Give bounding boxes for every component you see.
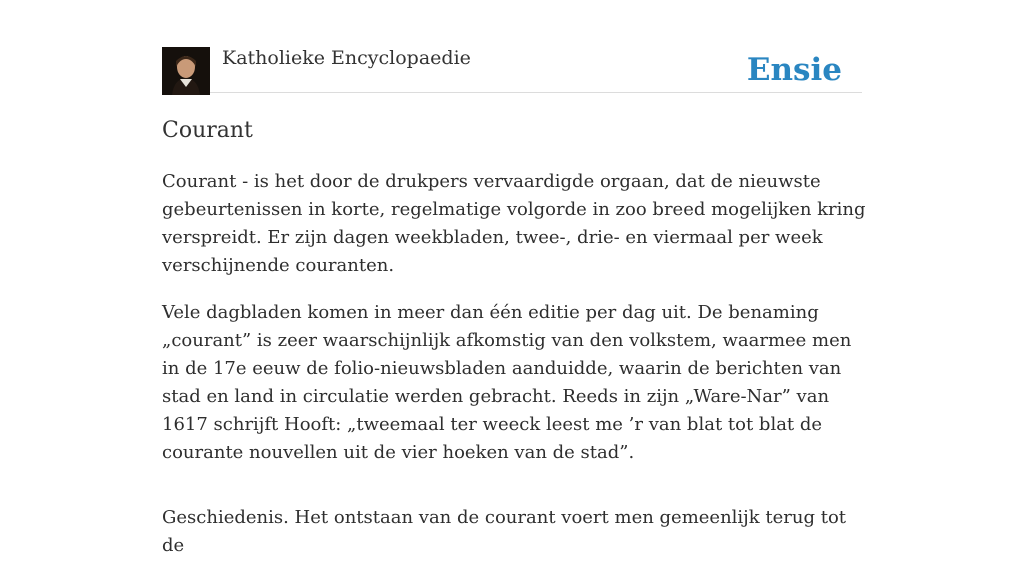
brand-logo[interactable]: Ensie [746, 52, 842, 88]
paragraph: Geschiedenis. Het ontstaan van de courant voert men gemeenlijk terug tot de [162, 507, 847, 556]
article-body [162, 168, 867, 579]
header [162, 46, 862, 93]
source-name[interactable]: Katholieke Encyclopaedie [222, 47, 471, 69]
page-title: Courant [162, 118, 253, 143]
paragraph: Vele dagbladen komen in meer dan één editie per dag uit. De benaming „courant” is zeer waarschijnlijk afkomstig van den volkstem, waarmee men in de 17e eeuw de folio-nieuwsbladen aanduidde, waarin de berichten van stad en land in circulatie werden gebracht. Reeds in zijn „Ware-Nar” van 1617 schrijft Hooft: „tweemaal ter weeck leest me ’r van blat tot blat de courante nouvellen uit de vier hoeken van de stad”. [162, 302, 852, 463]
portrait-icon[interactable] [162, 47, 210, 95]
paragraph: Courant - is het door de drukpers vervaardigde orgaan, dat de nieuwste gebeurtenissen in korte, regelmatige volgorde in zoo breed mogelijken kring verspreidt. Er zijn dagen weekbladen, twee-, drie- en viermaal per week verschijnende couranten. [162, 171, 866, 276]
